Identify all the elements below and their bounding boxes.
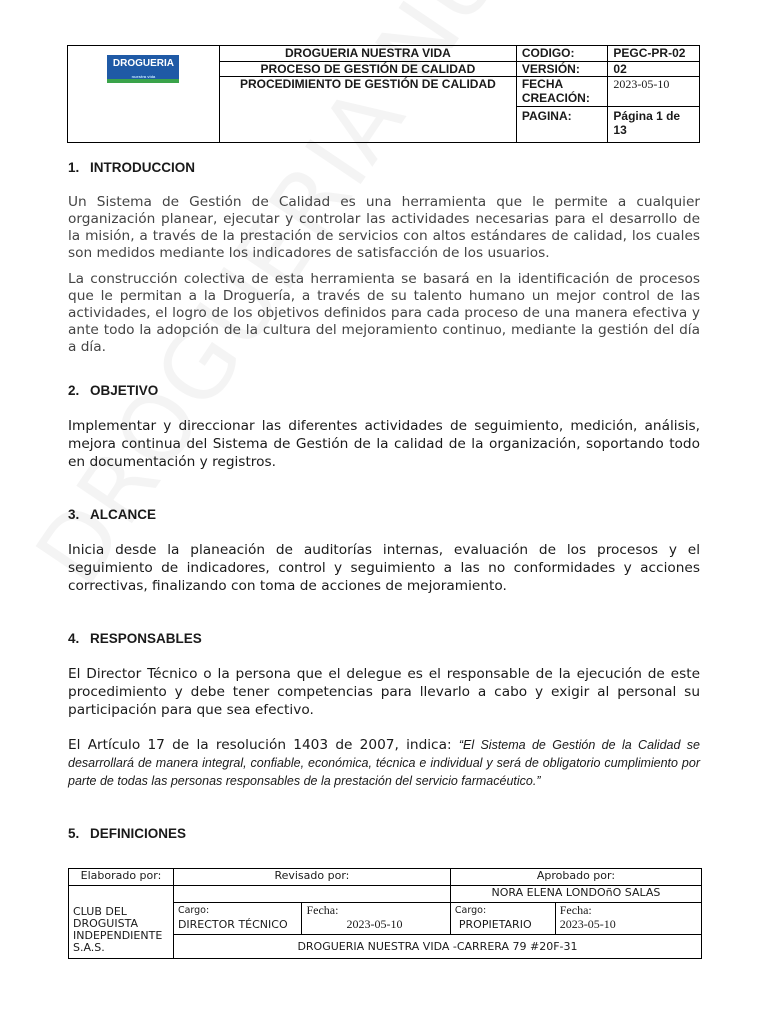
section-title: ALCANCE	[90, 507, 156, 522]
revisado-name-empty	[173, 886, 450, 903]
section-heading-alcance	[68, 507, 156, 522]
fecha-label: Fecha:	[559, 903, 592, 917]
introduccion-paragraph-2: La construcción colectiva de esta herramienta se basará en la identificación de procesos que le permitan a la Droguería, a través de su talento humano un mejor control de las actividades, el logro de los objetivos definidos para cada proceso de una manera efectiva y ante todo la adopción de la cultura del mejoramiento continuo, mediante la gestión del día a día.	[68, 271, 700, 355]
fecha-creacion-label	[516, 77, 608, 107]
section-title: DEFINICIONES	[90, 826, 187, 841]
section-heading-responsables	[68, 631, 202, 646]
pagina-label: PAGINA:	[516, 107, 608, 143]
codigo-value: PEGC-PR-02	[608, 46, 700, 62]
footer-address: DROGUERIA NUESTRA VIDA -CARRERA 79 #20F-31	[173, 935, 701, 959]
aprobado-fecha	[555, 903, 701, 935]
fecha-label: Fecha:	[306, 903, 339, 917]
fecha-label-line1: FECHA	[521, 77, 564, 91]
revisado-cargo	[173, 903, 302, 935]
cargo-label: Cargo:	[454, 905, 487, 916]
process-name: PROCESO DE GESTIÓN DE CALIDAD	[219, 62, 516, 77]
section-title: INTRODUCCION	[90, 160, 195, 175]
revisado-fecha	[302, 903, 450, 935]
logo-cell	[68, 46, 220, 143]
drogueria-logo	[107, 55, 179, 83]
responsables-paragraph-2	[68, 736, 700, 790]
responsables-paragraph-1: El Director Técnico o la persona que el delegue es el responsable de la ejecución de este procedimiento y debe tener competencias para llevarlo a cabo y exigir al personal su participación para que sea efectivo.	[68, 666, 700, 718]
procedure-name: PROCEDIMIENTO DE GESTIÓN DE CALIDAD	[219, 77, 516, 143]
article-quote: “El Sistema de Gestión de la Calidad se desarrollará de manera integral, confiable, económica, técnica e individual y será de obligatorio cumplimiento por parte de todas las personas responsables de la prestación del servicio farmacéutico.”	[68, 738, 700, 788]
section-number: 1.	[68, 160, 80, 175]
section-number: 2.	[68, 383, 80, 398]
elaborado-label: Elaborado por:	[69, 869, 174, 886]
cargo-label: Cargo:	[177, 905, 210, 916]
cargo-value: DIRECTOR TÉCNICO	[177, 918, 288, 931]
fecha-value: 2023-05-10	[346, 917, 403, 931]
section-title: RESPONSABLES	[90, 631, 202, 646]
version-value: 02	[608, 62, 700, 77]
aprobado-cargo	[450, 903, 555, 935]
article-lead-text: El Artículo 17 de la resolución 1403 de 2007, indica:	[68, 737, 459, 753]
revisado-label: Revisado por:	[173, 869, 450, 886]
approval-footer-table	[68, 868, 702, 959]
elaborado-name: CLUB DEL DROGUISTA INDEPENDIENTE S.A.S.	[69, 886, 174, 959]
logo-bar	[107, 79, 179, 83]
section-heading-introduccion	[68, 160, 195, 175]
document-header-table	[67, 45, 700, 143]
aprobado-label: Aprobado por:	[450, 869, 701, 886]
section-number: 3.	[68, 507, 80, 522]
section-title: OBJETIVO	[90, 383, 159, 398]
fecha-creacion-value: 2023-05-10	[608, 77, 700, 107]
version-label: VERSIÓN:	[516, 62, 608, 77]
codigo-label: CODIGO:	[516, 46, 608, 62]
alcance-paragraph: Inicia desde la planeación de auditorías internas, evaluación de los procesos y el seguimiento de indicadores, control y seguimiento a las no conformidades y acciones correctivas, finalizando con toma de acciones de mejoramiento.	[68, 542, 700, 594]
fecha-value: 2023-05-10	[559, 917, 616, 931]
cargo-value: PROPIETARIO	[458, 918, 532, 931]
section-number: 5.	[68, 826, 80, 841]
pagina-value: Página 1 de 13	[608, 107, 700, 143]
logo-subtext: nuestra vida	[131, 74, 156, 79]
introduccion-paragraph-1: Un Sistema de Gestión de Calidad es una herramienta que le permite a cualquier organización planear, ejecutar y controlar las actividades necesarias para el desarrollo de la misión, a través de la prestación de servicios con altos estándares de calidad, los cuales son medidos mediante los indicadores de satisfacción de los usuarios.	[68, 194, 700, 261]
company-name: DROGUERIA NUESTRA VIDA	[219, 46, 516, 62]
section-number: 4.	[68, 631, 80, 646]
logo-text: DROGUERIA	[112, 58, 175, 69]
section-heading-objetivo	[68, 383, 158, 398]
objetivo-paragraph: Implementar y direccionar las diferentes actividades de seguimiento, medición, análisis, mejora continua del Sistema de Gestión de la calidad de la organización, soportando todo en documentación y registros.	[68, 418, 700, 470]
aprobado-name: NORA ELENA LONDOñO SALAS	[450, 886, 701, 903]
fecha-label-line2: CREACIÓN:	[521, 91, 590, 105]
section-heading-definiciones	[68, 826, 186, 841]
